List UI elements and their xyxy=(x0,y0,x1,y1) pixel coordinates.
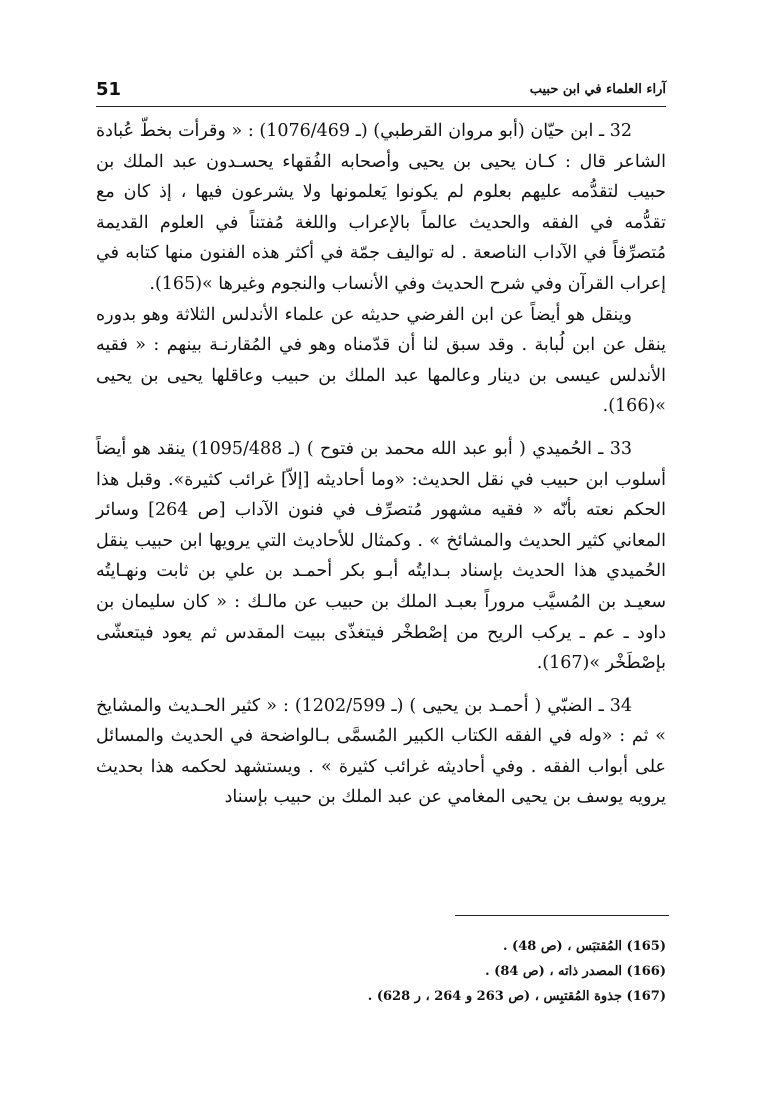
body-text xyxy=(96,116,666,813)
page-header xyxy=(96,76,666,102)
footnote-166: (166) المصدر ذاته ، (ص 84) . xyxy=(485,964,666,979)
paragraph-33: 33 ـ الحُميدي ( أبو عبد الله محمد بن فتوح ) (ـ 1095/488) ينقد هو أيضاً أسلوب ابن حبيب في نقل الحديث: «وما أحاديثه [إلاّ] غرائب كثيرة». وقبل هذا الحكم نعته بأنّه « فقيه مشهور مُتصرِّف في فنون الآداب [ص 264] وسائر المعاني كثير الحديث والمشائخ » . وكمثال للأحاديث التي يرويها ابن حبيب ينقل الحُميدي هذا الحديث بإسناد بـدايتُه أبـو بكر أحمـد بن علي بن ثابت ونهـايتُه سعيـد بن المُسيَّب مروراً بعبـد الملك بن حبيب عن مالـك : « كان سليمان بن داود ـ عم ـ يركب الريح من إصْطخْر فيتغذّى ببيت المقدس ثم يعود فيتعشّى بإصْطَخْر »(167). xyxy=(96,438,666,674)
footnotes xyxy=(96,934,666,1009)
footnote-rule xyxy=(455,915,669,916)
paragraph-32: 32 ـ ابن حيّان (أبو مروان القرطبي) (ـ 1076/469) : « وقرأت بخطّ عُبادة الشاعر قال : كـان يحيى بن يحيى وأصحابه الفُقهاء يحسـدون عبد الملك بن حبيب لتقدُّمه عليهم بعلوم لم يكونوا يَعلمونها ولا يشرعون فيها ، إذ كان مع تقدُّمه في الفقه والحديث عالماً بالإعراب واللغة مُفتناً في العلوم القديمة مُتصرِّفاً في الآداب الناصعة . له تواليف جمّة في أكثر هذه الفنون منها كتابه في إعراب القرآن وفي شرح الحديث وفي الأنساب والنجوم وغيرها »(165). xyxy=(96,121,666,294)
page-number: 51 xyxy=(96,78,122,100)
footnote-167: (167) جذوة المُقتبِس ، (ص 263 و 264 ، ر 628) . xyxy=(367,989,666,1004)
paragraph-34: 34 ـ الضبّي ( أحمـد بن يحيى ) (ـ 1202/599) : « كثير الحـديث والمشايخ » ثم : «وله في الفقه الكتاب الكبير المُسمَّى بـالواضحة في الحديث والمسائل على أبواب الفقه . وفي أحاديثه غرائب كثيرة » . ويستشهد لحكمه هذا بحديث يرويه يوسف بن يحيى المغامي عن عبد الملك بن حبيب بإسناد xyxy=(96,695,666,808)
footnote-165: (165) المُقتبَس ، (ص 48) . xyxy=(503,939,666,954)
header-rule xyxy=(96,106,666,107)
running-title: آراء العلماء في ابن حبيب xyxy=(529,81,666,97)
paragraph-continuation: وينقل هو أيضاً عن ابن الفرضي حديثه عن علماء الأندلس الثلاثة وهو بدوره ينقل عن ابن لُبابة . وقد سبق لنا أن قدّمناه وهو في المُقارنـة بينهم : « فقيه الأندلس عيسى بن دينار وعالمها عبد الملك بن حبيب وعاقلها يحيى بن يحيى »(166). xyxy=(96,304,666,417)
